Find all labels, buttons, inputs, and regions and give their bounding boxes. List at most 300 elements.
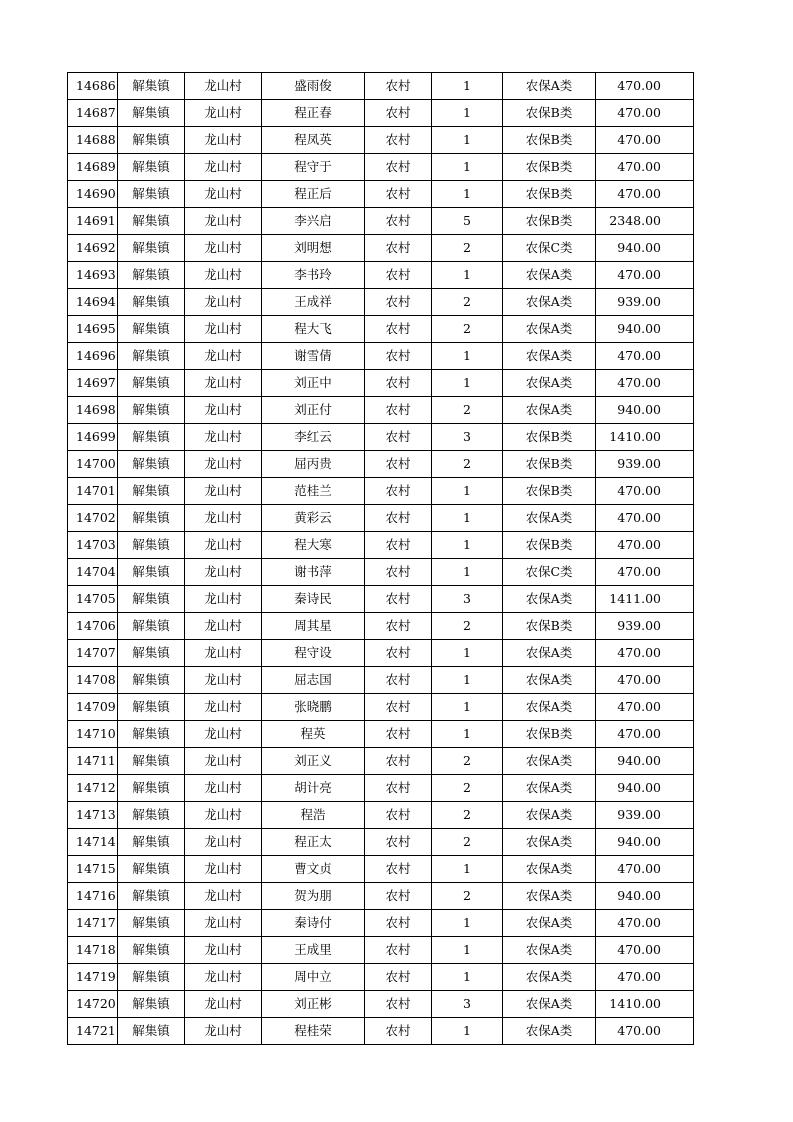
member-count-cell: 1 xyxy=(432,370,503,397)
table-row xyxy=(68,451,694,478)
record-id-cell: 14718 xyxy=(68,937,118,964)
amount-cell: 470.00 xyxy=(596,73,694,100)
name-cell: 刘正中 xyxy=(262,370,365,397)
amount-cell: 940.00 xyxy=(596,883,694,910)
member-count-cell: 3 xyxy=(432,991,503,1018)
record-id-cell: 14715 xyxy=(68,856,118,883)
table-row xyxy=(68,964,694,991)
town-cell: 解集镇 xyxy=(118,262,185,289)
area-type-cell: 农村 xyxy=(365,883,432,910)
name-cell: 程桂荣 xyxy=(262,1018,365,1045)
amount-cell: 2348.00 xyxy=(596,208,694,235)
area-type-cell: 农村 xyxy=(365,127,432,154)
town-cell: 解集镇 xyxy=(118,964,185,991)
amount-cell: 470.00 xyxy=(596,1018,694,1045)
record-id-cell: 14706 xyxy=(68,613,118,640)
category-cell: 农保A类 xyxy=(503,937,596,964)
amount-cell: 470.00 xyxy=(596,559,694,586)
village-cell: 龙山村 xyxy=(185,316,262,343)
name-cell: 屈志国 xyxy=(262,667,365,694)
table-row xyxy=(68,775,694,802)
roster-table xyxy=(67,72,694,1045)
area-type-cell: 农村 xyxy=(365,208,432,235)
town-cell: 解集镇 xyxy=(118,559,185,586)
record-id-cell: 14707 xyxy=(68,640,118,667)
name-cell: 程浩 xyxy=(262,802,365,829)
record-id-cell: 14713 xyxy=(68,802,118,829)
member-count-cell: 1 xyxy=(432,937,503,964)
area-type-cell: 农村 xyxy=(365,559,432,586)
record-id-cell: 14711 xyxy=(68,748,118,775)
name-cell: 程凤英 xyxy=(262,127,365,154)
name-cell: 程大寒 xyxy=(262,532,365,559)
area-type-cell: 农村 xyxy=(365,910,432,937)
amount-cell: 470.00 xyxy=(596,694,694,721)
name-cell: 张晓鹏 xyxy=(262,694,365,721)
area-type-cell: 农村 xyxy=(365,586,432,613)
name-cell: 范桂兰 xyxy=(262,478,365,505)
category-cell: 农保A类 xyxy=(503,829,596,856)
amount-cell: 470.00 xyxy=(596,910,694,937)
member-count-cell: 1 xyxy=(432,910,503,937)
category-cell: 农保A类 xyxy=(503,748,596,775)
category-cell: 农保B类 xyxy=(503,154,596,181)
amount-cell: 470.00 xyxy=(596,640,694,667)
record-id-cell: 14716 xyxy=(68,883,118,910)
category-cell: 农保B类 xyxy=(503,127,596,154)
area-type-cell: 农村 xyxy=(365,262,432,289)
area-type-cell: 农村 xyxy=(365,1018,432,1045)
name-cell: 李兴启 xyxy=(262,208,365,235)
area-type-cell: 农村 xyxy=(365,316,432,343)
amount-cell: 939.00 xyxy=(596,802,694,829)
record-id-cell: 14709 xyxy=(68,694,118,721)
member-count-cell: 1 xyxy=(432,1018,503,1045)
village-cell: 龙山村 xyxy=(185,397,262,424)
name-cell: 胡计亮 xyxy=(262,775,365,802)
record-id-cell: 14708 xyxy=(68,667,118,694)
name-cell: 程守于 xyxy=(262,154,365,181)
record-id-cell: 14690 xyxy=(68,181,118,208)
town-cell: 解集镇 xyxy=(118,856,185,883)
category-cell: 农保A类 xyxy=(503,964,596,991)
village-cell: 龙山村 xyxy=(185,964,262,991)
table-row xyxy=(68,640,694,667)
category-cell: 农保A类 xyxy=(503,910,596,937)
category-cell: 农保C类 xyxy=(503,559,596,586)
village-cell: 龙山村 xyxy=(185,235,262,262)
category-cell: 农保A类 xyxy=(503,1018,596,1045)
name-cell: 刘正义 xyxy=(262,748,365,775)
village-cell: 龙山村 xyxy=(185,262,262,289)
area-type-cell: 农村 xyxy=(365,721,432,748)
amount-cell: 470.00 xyxy=(596,181,694,208)
name-cell: 程正春 xyxy=(262,100,365,127)
name-cell: 屈丙贵 xyxy=(262,451,365,478)
member-count-cell: 1 xyxy=(432,721,503,748)
town-cell: 解集镇 xyxy=(118,235,185,262)
member-count-cell: 5 xyxy=(432,208,503,235)
name-cell: 谢雪倩 xyxy=(262,343,365,370)
amount-cell: 939.00 xyxy=(596,613,694,640)
area-type-cell: 农村 xyxy=(365,991,432,1018)
village-cell: 龙山村 xyxy=(185,937,262,964)
village-cell: 龙山村 xyxy=(185,127,262,154)
name-cell: 周中立 xyxy=(262,964,365,991)
member-count-cell: 1 xyxy=(432,964,503,991)
town-cell: 解集镇 xyxy=(118,991,185,1018)
category-cell: 农保A类 xyxy=(503,262,596,289)
record-id-cell: 14714 xyxy=(68,829,118,856)
table-row xyxy=(68,694,694,721)
member-count-cell: 2 xyxy=(432,235,503,262)
category-cell: 农保A类 xyxy=(503,586,596,613)
table-row xyxy=(68,316,694,343)
table-row xyxy=(68,505,694,532)
village-cell: 龙山村 xyxy=(185,289,262,316)
record-id-cell: 14702 xyxy=(68,505,118,532)
table-row xyxy=(68,208,694,235)
member-count-cell: 2 xyxy=(432,613,503,640)
name-cell: 程大飞 xyxy=(262,316,365,343)
town-cell: 解集镇 xyxy=(118,1018,185,1045)
area-type-cell: 农村 xyxy=(365,451,432,478)
village-cell: 龙山村 xyxy=(185,856,262,883)
member-count-cell: 1 xyxy=(432,100,503,127)
amount-cell: 939.00 xyxy=(596,289,694,316)
name-cell: 周其星 xyxy=(262,613,365,640)
name-cell: 王成祥 xyxy=(262,289,365,316)
area-type-cell: 农村 xyxy=(365,289,432,316)
category-cell: 农保B类 xyxy=(503,451,596,478)
town-cell: 解集镇 xyxy=(118,802,185,829)
table-row xyxy=(68,910,694,937)
table-row xyxy=(68,262,694,289)
name-cell: 程守设 xyxy=(262,640,365,667)
amount-cell: 470.00 xyxy=(596,505,694,532)
category-cell: 农保B类 xyxy=(503,424,596,451)
table-row xyxy=(68,802,694,829)
town-cell: 解集镇 xyxy=(118,748,185,775)
record-id-cell: 14717 xyxy=(68,910,118,937)
amount-cell: 940.00 xyxy=(596,316,694,343)
amount-cell: 940.00 xyxy=(596,748,694,775)
amount-cell: 940.00 xyxy=(596,397,694,424)
area-type-cell: 农村 xyxy=(365,154,432,181)
amount-cell: 470.00 xyxy=(596,532,694,559)
area-type-cell: 农村 xyxy=(365,802,432,829)
town-cell: 解集镇 xyxy=(118,694,185,721)
table-row xyxy=(68,478,694,505)
village-cell: 龙山村 xyxy=(185,208,262,235)
record-id-cell: 14705 xyxy=(68,586,118,613)
amount-cell: 470.00 xyxy=(596,154,694,181)
village-cell: 龙山村 xyxy=(185,451,262,478)
member-count-cell: 2 xyxy=(432,775,503,802)
member-count-cell: 1 xyxy=(432,532,503,559)
table-row xyxy=(68,721,694,748)
amount-cell: 470.00 xyxy=(596,667,694,694)
town-cell: 解集镇 xyxy=(118,424,185,451)
amount-cell: 470.00 xyxy=(596,964,694,991)
table-row xyxy=(68,1018,694,1045)
record-id-cell: 14688 xyxy=(68,127,118,154)
table-row xyxy=(68,883,694,910)
amount-cell: 940.00 xyxy=(596,829,694,856)
category-cell: 农保B类 xyxy=(503,721,596,748)
village-cell: 龙山村 xyxy=(185,73,262,100)
area-type-cell: 农村 xyxy=(365,397,432,424)
category-cell: 农保A类 xyxy=(503,289,596,316)
village-cell: 龙山村 xyxy=(185,559,262,586)
table-row xyxy=(68,532,694,559)
category-cell: 农保A类 xyxy=(503,667,596,694)
town-cell: 解集镇 xyxy=(118,586,185,613)
member-count-cell: 1 xyxy=(432,640,503,667)
name-cell: 王成里 xyxy=(262,937,365,964)
area-type-cell: 农村 xyxy=(365,748,432,775)
member-count-cell: 1 xyxy=(432,154,503,181)
village-cell: 龙山村 xyxy=(185,424,262,451)
category-cell: 农保A类 xyxy=(503,640,596,667)
category-cell: 农保A类 xyxy=(503,343,596,370)
record-id-cell: 14689 xyxy=(68,154,118,181)
amount-cell: 940.00 xyxy=(596,235,694,262)
area-type-cell: 农村 xyxy=(365,100,432,127)
town-cell: 解集镇 xyxy=(118,154,185,181)
record-id-cell: 14719 xyxy=(68,964,118,991)
town-cell: 解集镇 xyxy=(118,613,185,640)
town-cell: 解集镇 xyxy=(118,316,185,343)
town-cell: 解集镇 xyxy=(118,532,185,559)
table-row xyxy=(68,667,694,694)
town-cell: 解集镇 xyxy=(118,289,185,316)
name-cell: 黄彩云 xyxy=(262,505,365,532)
village-cell: 龙山村 xyxy=(185,478,262,505)
area-type-cell: 农村 xyxy=(365,73,432,100)
area-type-cell: 农村 xyxy=(365,505,432,532)
member-count-cell: 1 xyxy=(432,181,503,208)
category-cell: 农保B类 xyxy=(503,208,596,235)
town-cell: 解集镇 xyxy=(118,775,185,802)
town-cell: 解集镇 xyxy=(118,451,185,478)
record-id-cell: 14710 xyxy=(68,721,118,748)
village-cell: 龙山村 xyxy=(185,100,262,127)
area-type-cell: 农村 xyxy=(365,856,432,883)
member-count-cell: 3 xyxy=(432,424,503,451)
village-cell: 龙山村 xyxy=(185,910,262,937)
village-cell: 龙山村 xyxy=(185,613,262,640)
category-cell: 农保A类 xyxy=(503,73,596,100)
record-id-cell: 14686 xyxy=(68,73,118,100)
table-row xyxy=(68,370,694,397)
area-type-cell: 农村 xyxy=(365,181,432,208)
roster-body xyxy=(68,73,694,1045)
member-count-cell: 1 xyxy=(432,73,503,100)
village-cell: 龙山村 xyxy=(185,532,262,559)
amount-cell: 939.00 xyxy=(596,451,694,478)
category-cell: 农保A类 xyxy=(503,316,596,343)
amount-cell: 470.00 xyxy=(596,343,694,370)
table-row xyxy=(68,424,694,451)
town-cell: 解集镇 xyxy=(118,208,185,235)
area-type-cell: 农村 xyxy=(365,613,432,640)
category-cell: 农保A类 xyxy=(503,505,596,532)
name-cell: 曹文贞 xyxy=(262,856,365,883)
name-cell: 李书玲 xyxy=(262,262,365,289)
area-type-cell: 农村 xyxy=(365,694,432,721)
table-row xyxy=(68,289,694,316)
table-row xyxy=(68,586,694,613)
village-cell: 龙山村 xyxy=(185,829,262,856)
category-cell: 农保A类 xyxy=(503,883,596,910)
village-cell: 龙山村 xyxy=(185,721,262,748)
record-id-cell: 14698 xyxy=(68,397,118,424)
amount-cell: 470.00 xyxy=(596,937,694,964)
table-row xyxy=(68,100,694,127)
area-type-cell: 农村 xyxy=(365,235,432,262)
record-id-cell: 14701 xyxy=(68,478,118,505)
category-cell: 农保B类 xyxy=(503,100,596,127)
town-cell: 解集镇 xyxy=(118,883,185,910)
category-cell: 农保A类 xyxy=(503,775,596,802)
record-id-cell: 14693 xyxy=(68,262,118,289)
village-cell: 龙山村 xyxy=(185,505,262,532)
town-cell: 解集镇 xyxy=(118,343,185,370)
name-cell: 刘明想 xyxy=(262,235,365,262)
town-cell: 解集镇 xyxy=(118,910,185,937)
record-id-cell: 14692 xyxy=(68,235,118,262)
category-cell: 农保B类 xyxy=(503,478,596,505)
category-cell: 农保A类 xyxy=(503,991,596,1018)
town-cell: 解集镇 xyxy=(118,73,185,100)
member-count-cell: 2 xyxy=(432,883,503,910)
category-cell: 农保A类 xyxy=(503,397,596,424)
area-type-cell: 农村 xyxy=(365,937,432,964)
table-row xyxy=(68,235,694,262)
town-cell: 解集镇 xyxy=(118,100,185,127)
record-id-cell: 14696 xyxy=(68,343,118,370)
village-cell: 龙山村 xyxy=(185,1018,262,1045)
amount-cell: 470.00 xyxy=(596,478,694,505)
town-cell: 解集镇 xyxy=(118,505,185,532)
category-cell: 农保B类 xyxy=(503,613,596,640)
town-cell: 解集镇 xyxy=(118,181,185,208)
category-cell: 农保C类 xyxy=(503,235,596,262)
village-cell: 龙山村 xyxy=(185,343,262,370)
category-cell: 农保A类 xyxy=(503,370,596,397)
category-cell: 农保A类 xyxy=(503,802,596,829)
area-type-cell: 农村 xyxy=(365,478,432,505)
area-type-cell: 农村 xyxy=(365,424,432,451)
name-cell: 程正后 xyxy=(262,181,365,208)
area-type-cell: 农村 xyxy=(365,775,432,802)
town-cell: 解集镇 xyxy=(118,640,185,667)
member-count-cell: 3 xyxy=(432,586,503,613)
village-cell: 龙山村 xyxy=(185,586,262,613)
village-cell: 龙山村 xyxy=(185,883,262,910)
amount-cell: 470.00 xyxy=(596,721,694,748)
member-count-cell: 1 xyxy=(432,559,503,586)
table-row xyxy=(68,73,694,100)
table-row xyxy=(68,343,694,370)
member-count-cell: 1 xyxy=(432,262,503,289)
town-cell: 解集镇 xyxy=(118,127,185,154)
area-type-cell: 农村 xyxy=(365,829,432,856)
name-cell: 刘正彬 xyxy=(262,991,365,1018)
town-cell: 解集镇 xyxy=(118,721,185,748)
table-row xyxy=(68,937,694,964)
name-cell: 李红云 xyxy=(262,424,365,451)
village-cell: 龙山村 xyxy=(185,991,262,1018)
village-cell: 龙山村 xyxy=(185,802,262,829)
name-cell: 盛雨俊 xyxy=(262,73,365,100)
name-cell: 秦诗付 xyxy=(262,910,365,937)
village-cell: 龙山村 xyxy=(185,181,262,208)
amount-cell: 470.00 xyxy=(596,127,694,154)
category-cell: 农保A类 xyxy=(503,856,596,883)
table-row xyxy=(68,154,694,181)
village-cell: 龙山村 xyxy=(185,694,262,721)
category-cell: 农保B类 xyxy=(503,532,596,559)
member-count-cell: 1 xyxy=(432,505,503,532)
record-id-cell: 14687 xyxy=(68,100,118,127)
name-cell: 程英 xyxy=(262,721,365,748)
town-cell: 解集镇 xyxy=(118,397,185,424)
member-count-cell: 1 xyxy=(432,694,503,721)
record-id-cell: 14697 xyxy=(68,370,118,397)
name-cell: 刘正付 xyxy=(262,397,365,424)
area-type-cell: 农村 xyxy=(365,343,432,370)
village-cell: 龙山村 xyxy=(185,775,262,802)
record-id-cell: 14694 xyxy=(68,289,118,316)
village-cell: 龙山村 xyxy=(185,154,262,181)
name-cell: 贺为朋 xyxy=(262,883,365,910)
area-type-cell: 农村 xyxy=(365,370,432,397)
town-cell: 解集镇 xyxy=(118,478,185,505)
member-count-cell: 2 xyxy=(432,829,503,856)
member-count-cell: 1 xyxy=(432,667,503,694)
amount-cell: 1411.00 xyxy=(596,586,694,613)
name-cell: 谢书萍 xyxy=(262,559,365,586)
table-row xyxy=(68,613,694,640)
area-type-cell: 农村 xyxy=(365,667,432,694)
amount-cell: 470.00 xyxy=(596,100,694,127)
category-cell: 农保B类 xyxy=(503,181,596,208)
name-cell: 秦诗民 xyxy=(262,586,365,613)
amount-cell: 470.00 xyxy=(596,856,694,883)
amount-cell: 470.00 xyxy=(596,262,694,289)
table-row xyxy=(68,181,694,208)
record-id-cell: 14691 xyxy=(68,208,118,235)
amount-cell: 940.00 xyxy=(596,775,694,802)
member-count-cell: 2 xyxy=(432,316,503,343)
area-type-cell: 农村 xyxy=(365,964,432,991)
member-count-cell: 1 xyxy=(432,127,503,154)
town-cell: 解集镇 xyxy=(118,370,185,397)
table-row xyxy=(68,991,694,1018)
area-type-cell: 农村 xyxy=(365,532,432,559)
record-id-cell: 14720 xyxy=(68,991,118,1018)
village-cell: 龙山村 xyxy=(185,640,262,667)
village-cell: 龙山村 xyxy=(185,370,262,397)
amount-cell: 1410.00 xyxy=(596,991,694,1018)
table-row xyxy=(68,127,694,154)
table-row xyxy=(68,829,694,856)
record-id-cell: 14695 xyxy=(68,316,118,343)
area-type-cell: 农村 xyxy=(365,640,432,667)
name-cell: 程正太 xyxy=(262,829,365,856)
